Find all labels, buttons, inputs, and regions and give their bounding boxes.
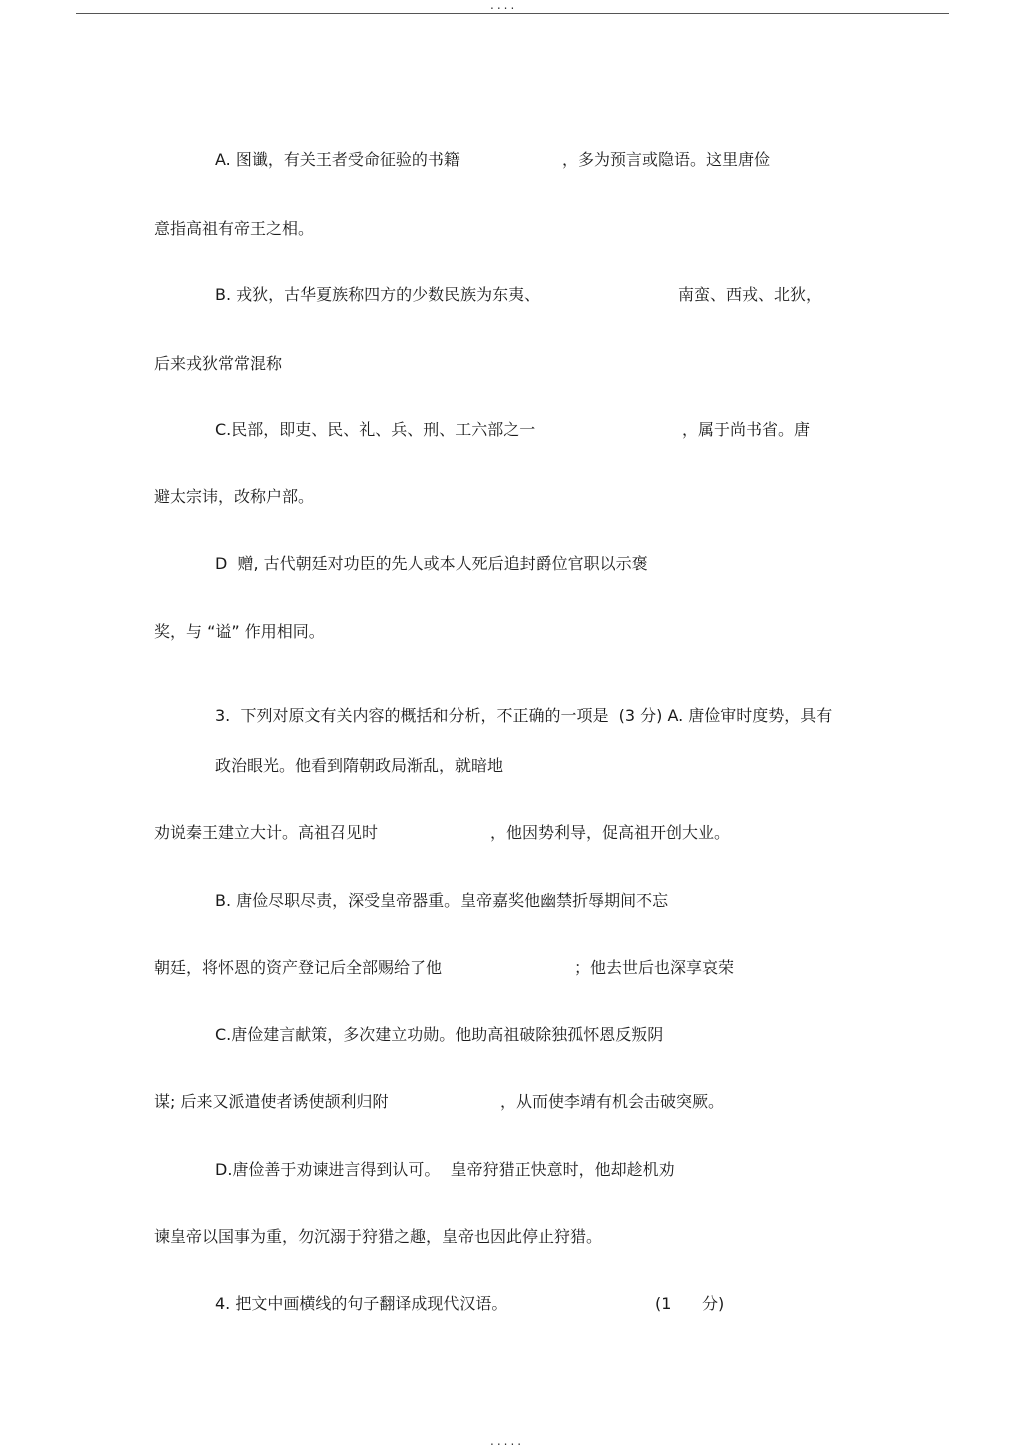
option-b-line-1-part-1: B. 戎狄，古华夏族称四方的少数民族为东夷、 (215, 285, 541, 304)
option-a-line-2: 意指高祖有帝王之相。 (154, 219, 315, 238)
question-3-b-line-2-part-1: 朝廷，将怀恩的资产登记后全部赐给了他 (154, 958, 443, 977)
question-3-b-line-1: B. 唐俭尽职尽责，深受皇帝器重。皇帝嘉奖他幽禁折辱期间不忘 (215, 891, 669, 910)
option-b-line-1-part-2: 南蛮、西戎、北狄， (678, 285, 823, 304)
option-d-line-1: D 赠, 古代朝廷对功臣的先人或本人死后追封爵位官职以示褒 (215, 554, 648, 573)
question-3-a-line-3-part-2: ，他因势利导，促高祖开创大业。 (490, 823, 731, 842)
header-rule (76, 13, 949, 14)
question-3-a-line-3-part-1: 劝说秦王建立大计。高祖召见时 (154, 823, 379, 842)
question-3-stem: 3. 下列对原文有关内容的概括和分析，不正确的一项是 (3 分) A. 唐俭审时度势，具有 (215, 706, 833, 725)
question-4-score: (1 分) (655, 1294, 725, 1313)
option-d-line-2: 奖，与 “谥” 作用相同。 (154, 622, 325, 641)
question-3-d-line-2: 谏皇帝以国事为重，勿沉溺于狩猎之趣，皇帝也因此停止狩猎。 (154, 1227, 603, 1246)
question-3-c-line-2-part-1: 谋; 后来又派遣使者诱使颉利归附 (154, 1092, 389, 1111)
question-3-c-line-1: C.唐俭建言献策，多次建立功勋。他助高祖破除独孤怀恩反叛阴 (215, 1025, 664, 1044)
question-3-a-line-2: 政治眼光。他看到隋朝政局渐乱，就暗地 (215, 756, 504, 775)
option-a-line-1-part-1: A. 图谶，有关王者受命征验的书籍 (215, 150, 460, 169)
header-dots: .... (490, 0, 518, 12)
question-3-b-line-2-part-2: ；他去世后也深享哀荣 (574, 958, 735, 977)
question-3-d-line-1: D.唐俭善于劝谏进言得到认可。 皇帝狩猎正快意时，他却趁机劝 (215, 1160, 675, 1179)
option-b-line-2: 后来戎狄常常混称 (154, 354, 283, 373)
option-a-line-1-part-2: ，多为预言或隐语。这里唐俭 (562, 150, 771, 169)
option-c-line-1-part-2: ，属于尚书省。唐 (682, 420, 811, 439)
question-3-c-line-2-part-2: ，从而使李靖有机会击破突厥。 (500, 1092, 725, 1111)
option-c-line-2: 避太宗讳，改称户部。 (154, 487, 315, 506)
option-c-line-1-part-1: C.民部，即吏、民、礼、兵、刑、工六部之一 (215, 420, 536, 439)
footer-dots: ..... (490, 1434, 525, 1448)
question-4-stem: 4. 把文中画横线的句子翻译成现代汉语。 (215, 1294, 508, 1313)
